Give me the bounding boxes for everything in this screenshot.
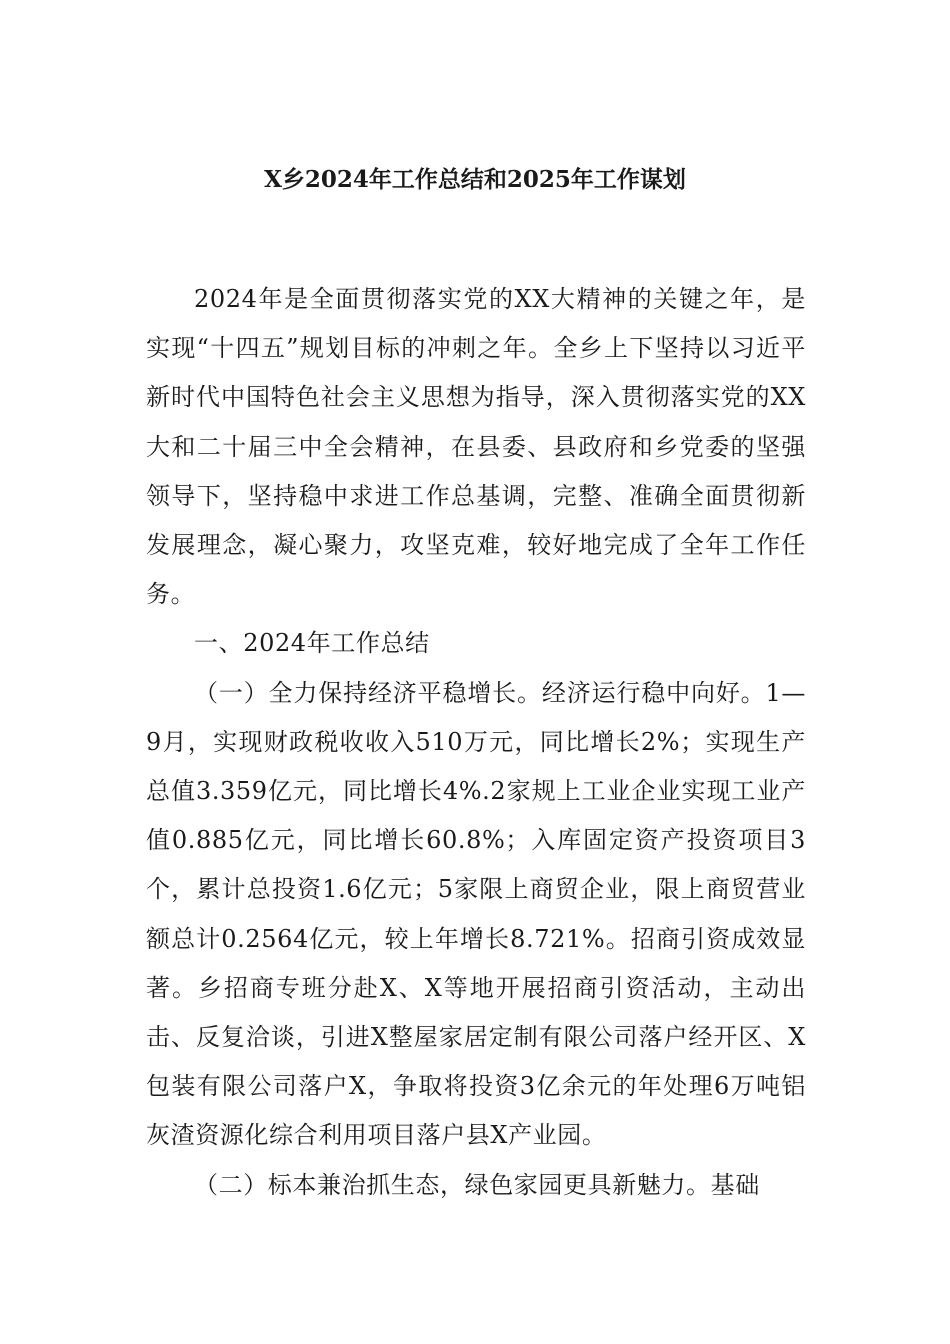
section-heading: 一、2024年工作总结 bbox=[194, 629, 430, 658]
document-title: X乡2024年工作总结和2025年工作谋划 bbox=[264, 166, 686, 193]
document-body bbox=[146, 275, 806, 1210]
economy-paragraph: （一）全力保持经济平稳增长。经济运行稳中向好。1—9月，实现财政税收收入510万元，同比增长2%；实现生产总值3.359亿元，同比增长4%.2家规上工业企业实现工业产值0.885亿元，同比增长60.8%；入库固定资产投资项目3个，累计总投资1.6亿元；5家限上商贸企业，限上商贸营业额总计0.2564亿元，较上年增长8.721%。招商引资成效显著。乡招商专班分赴X、X等地开展招商引资活动，主动出击、反复洽谈，引进X整屋家居定制有限公司落户经开区、X包装有限公司落户X，争取将投资3亿余元的年处理6万吨铝灰渣资源化综合利用项目落户县X产业园。 bbox=[146, 678, 806, 1150]
intro-paragraph: 2024年是全面贯彻落实党的XX大精神的关键之年，是实现“十四五”规划目标的冲刺之年。全乡上下坚持以习近平新时代中国特色社会主义思想为指导，深入贯彻落实党的XX大和二十届三中全会精神，在县委、县政府和乡党委的坚强领导下，坚持稳中求进工作总基调，完整、准确全面贯彻新发展理念，凝心聚力，攻坚克难，较好地完成了全年工作任务。 bbox=[146, 285, 806, 609]
ecology-paragraph: （二）标本兼治抓生态，绿色家园更具新魅力。基础 bbox=[194, 1170, 760, 1199]
